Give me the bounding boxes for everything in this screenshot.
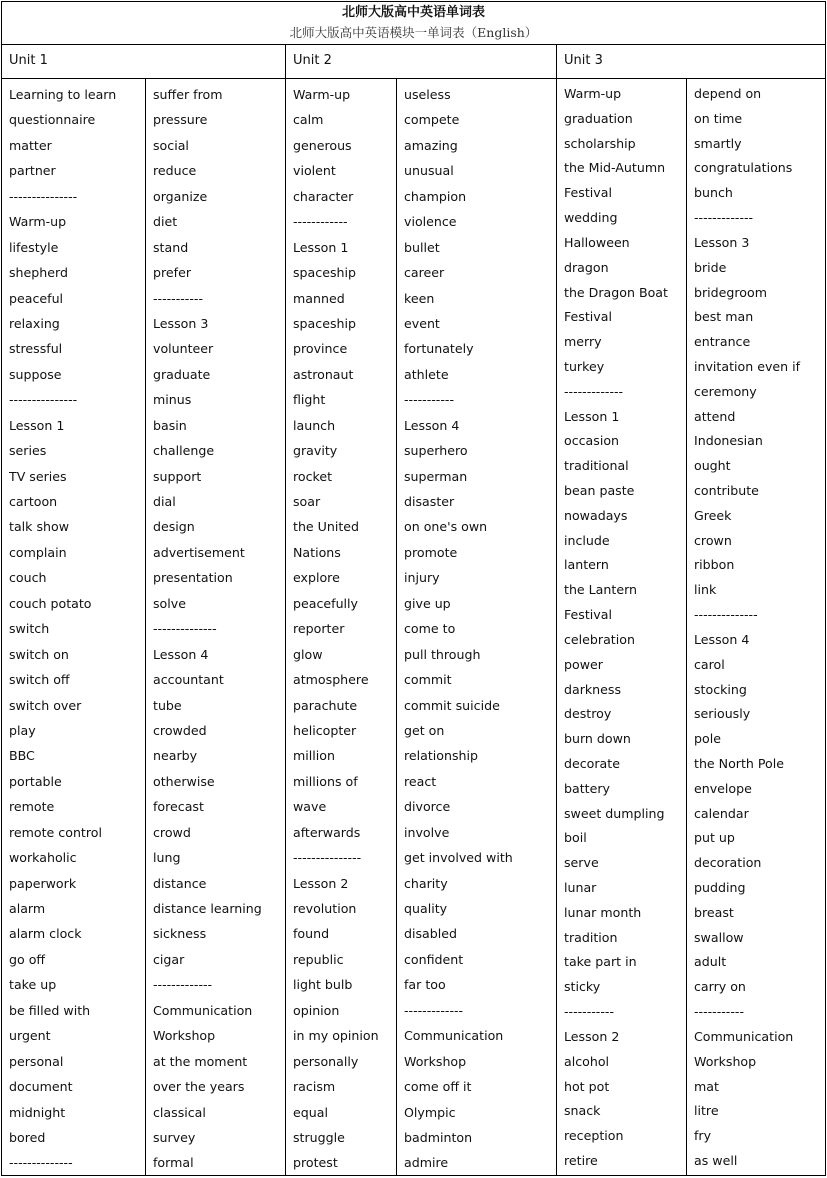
vocab-item: Lesson 4	[153, 646, 209, 662]
vocab-item: contribute	[694, 483, 759, 498]
vocab-item: cartoon	[9, 494, 58, 509]
vocab-item: Warm-up	[293, 87, 351, 102]
section-separator: -------------	[404, 1002, 464, 1018]
vocab-item: swallow	[694, 929, 744, 945]
vocab-item: shepherd	[9, 265, 68, 281]
vocab-item: take up	[9, 977, 57, 993]
vocab-item: badminton	[404, 1129, 473, 1145]
table-header-divider	[1, 78, 826, 79]
vocab-item: couch	[9, 570, 47, 586]
vocab-item: astronaut	[293, 366, 354, 382]
vocab-item: lantern	[564, 557, 609, 573]
vocab-item: helicopter	[293, 722, 357, 738]
unit-header: Unit 2	[293, 53, 332, 68]
vocab-item: superman	[404, 468, 468, 484]
vocab-item: decoration	[694, 855, 762, 871]
vocab-item: prefer	[153, 265, 192, 281]
vocab-item: peaceful	[9, 290, 64, 306]
vocab-item: adult	[694, 954, 727, 970]
vocab-item: come off it	[404, 1079, 472, 1095]
vocab-item: compete	[404, 112, 460, 128]
vocab-item: Communication	[694, 1028, 794, 1044]
vocab-item: afterwards	[293, 824, 361, 840]
vocab-item: Lesson 4	[694, 631, 750, 647]
vocab-item: basin	[153, 417, 187, 433]
vocab-item: tube	[153, 697, 182, 713]
unit-header: Unit 1	[9, 53, 48, 68]
vocab-item: keen	[404, 290, 435, 306]
vocab-item: dragon	[564, 259, 609, 275]
vocab-item: be filled with	[9, 1002, 91, 1018]
vocab-item: in my opinion	[293, 1028, 379, 1044]
vocab-item: character	[293, 188, 354, 204]
vocab-item: ought	[694, 458, 731, 474]
vocab-item: organize	[153, 188, 208, 204]
vocab-item: alcohol	[564, 1053, 610, 1069]
vocab-item: partner	[9, 163, 56, 179]
table-border-right	[825, 1, 826, 1176]
vocab-item: formal	[153, 1155, 194, 1171]
vocab-item: calm	[293, 112, 324, 128]
vocab-item: Festival	[564, 607, 612, 623]
vocab-item: lifestyle	[9, 239, 59, 255]
vocab-item: darkness	[564, 681, 622, 697]
vocab-item: presentation	[153, 570, 233, 586]
vocab-item: graduation	[564, 110, 633, 126]
vocab-item: republic	[293, 951, 344, 967]
vocab-item: the Dragon Boat	[564, 284, 668, 300]
vocab-item: classical	[153, 1104, 206, 1120]
vocab-item: the North Pole	[694, 755, 784, 771]
vocab-item: sweet dumpling	[564, 805, 665, 821]
vocab-item: on time	[694, 110, 743, 126]
vocab-item: Lesson 1	[293, 239, 349, 255]
section-separator: ---------------	[9, 392, 78, 408]
vocab-item: volunteer	[153, 341, 214, 357]
page-subtitle: 北师大版高中英语模块一单词表（English）	[289, 25, 538, 40]
vocab-item: ceremony	[694, 383, 757, 399]
vocab-item: Workshop	[404, 1053, 467, 1069]
vocab-item: province	[293, 341, 348, 357]
vocab-item: violent	[293, 163, 336, 179]
vocab-item: parachute	[293, 697, 358, 713]
table-border-left	[1, 1, 2, 1176]
vocab-item: Nations	[293, 544, 341, 560]
word-column	[293, 82, 394, 1176]
vocab-item: quality	[404, 901, 448, 916]
vocab-item: link	[694, 582, 717, 598]
vocab-item: event	[404, 315, 440, 331]
vocab-item: forecast	[153, 799, 204, 815]
vocab-item: found	[293, 926, 330, 942]
vocab-item: generous	[293, 137, 352, 153]
vocab-item: hot pot	[564, 1078, 610, 1094]
vocab-item: alarm clock	[9, 926, 82, 942]
vocab-item: fry	[694, 1128, 712, 1144]
vocab-item: solve	[153, 595, 186, 611]
vocab-item: matter	[9, 137, 52, 153]
section-separator: ------------	[293, 214, 348, 230]
vocab-item: confident	[404, 951, 464, 967]
vocab-item: minus	[153, 392, 192, 408]
vocab-item: challenge	[153, 443, 215, 459]
vocab-item: Communication	[404, 1028, 504, 1044]
section-separator: -----------	[694, 1004, 744, 1020]
vocab-item: fortunately	[404, 341, 474, 357]
vocab-item: the United	[293, 519, 360, 535]
vocab-item: bean paste	[564, 483, 635, 498]
vocab-item: glow	[293, 646, 323, 662]
vocab-item: document	[9, 1079, 73, 1095]
vocab-item: bored	[9, 1129, 46, 1145]
vocab-item: as well	[694, 1152, 738, 1168]
vocab-item: light bulb	[293, 977, 353, 993]
vocab-item: pressure	[153, 112, 208, 128]
vocab-item: snack	[564, 1103, 601, 1119]
vocab-item: traditional	[564, 458, 629, 474]
vocab-item: bridegroom	[694, 284, 767, 300]
vocab-item: switch	[9, 621, 50, 637]
vocab-item: get involved with	[404, 850, 513, 866]
vocab-item: stressful	[9, 341, 63, 357]
vocab-item: tradition	[564, 929, 618, 945]
vocab-item: boil	[564, 830, 587, 846]
vocab-item: revolution	[293, 901, 357, 916]
vocab-item: personal	[9, 1053, 64, 1069]
vocab-item: champion	[404, 188, 467, 204]
vocab-item: lunar	[564, 880, 597, 895]
vocab-item: Workshop	[694, 1053, 757, 1069]
vocab-item: graduate	[153, 366, 211, 382]
vocab-item: switch on	[9, 646, 69, 662]
vocab-item: invitation even if	[694, 358, 801, 374]
vocab-item: talk show	[9, 519, 69, 535]
vocab-item: TV series	[9, 468, 67, 484]
vocab-item: flight	[293, 392, 326, 408]
vocab-item: unusual	[404, 163, 454, 179]
vocab-item: calendar	[694, 805, 749, 821]
vocab-item: at the moment	[153, 1053, 248, 1069]
vocab-item: play	[9, 722, 36, 738]
vocab-item: commit	[404, 672, 452, 688]
vocab-item: amazing	[404, 137, 458, 153]
vocab-item: Indonesian	[694, 433, 763, 449]
section-separator: -------------	[564, 383, 624, 399]
word-column	[9, 82, 141, 1176]
vocab-item: distance learning	[153, 901, 262, 916]
vocab-item: celebration	[564, 631, 635, 647]
page-title: 北师大版高中英语单词表	[341, 5, 485, 20]
vocab-item: career	[404, 265, 445, 281]
vocab-item: Lesson 2	[564, 1028, 620, 1044]
vocab-item: go off	[9, 951, 46, 967]
table-title-divider	[1, 44, 826, 45]
vocab-item: superhero	[404, 443, 468, 459]
vocab-item: take part in	[564, 954, 637, 970]
vocab-item: mat	[694, 1078, 719, 1094]
vocab-item: athlete	[404, 366, 449, 382]
section-separator: -----------	[404, 392, 454, 408]
section-separator: ---------------	[293, 850, 362, 866]
vocab-item: urgent	[9, 1028, 51, 1044]
section-separator: ---------------	[9, 188, 78, 204]
vocab-item: decorate	[564, 755, 620, 771]
vocab-item: personally	[293, 1053, 359, 1069]
vocab-item: manned	[293, 290, 345, 306]
vocab-item: carry on	[694, 979, 746, 995]
vocab-item: envelope	[694, 780, 752, 796]
vocab-item: millions of	[293, 773, 358, 789]
vocab-item: pull through	[404, 646, 481, 662]
vocab-item: relaxing	[9, 315, 60, 331]
vocab-item: switch off	[9, 672, 70, 688]
vocab-item: far too	[404, 977, 446, 993]
vocab-item: peacefully	[293, 595, 358, 611]
vocab-item: Lesson 1	[9, 417, 65, 433]
vocab-item: Lesson 4	[404, 417, 460, 433]
vocab-item: design	[153, 519, 195, 535]
column-divider-unit3	[686, 78, 687, 1176]
vocab-item: Halloween	[564, 234, 630, 250]
vocab-item: reduce	[153, 163, 197, 179]
word-column	[694, 82, 824, 1174]
vocab-item: lunar month	[564, 904, 642, 920]
vocab-item: burn down	[564, 731, 631, 747]
vocab-item: gravity	[293, 443, 338, 459]
vocab-item: racism	[293, 1079, 336, 1095]
vocab-item: violence	[404, 214, 457, 230]
unit-divider-1	[285, 44, 286, 1176]
vocab-item: alarm	[9, 901, 46, 916]
vocab-item: nearby	[153, 748, 198, 764]
vocab-item: survey	[153, 1129, 196, 1145]
section-separator: -------------	[694, 210, 754, 226]
section-separator: --------------	[694, 607, 758, 623]
vocab-item: stand	[153, 239, 189, 255]
vocab-item: pudding	[694, 880, 746, 895]
vocab-item: equal	[293, 1104, 328, 1120]
vocab-item: Festival	[564, 309, 612, 325]
vocab-item: switch over	[9, 697, 82, 713]
vocab-item: power	[564, 656, 603, 672]
vocab-item: crown	[694, 532, 732, 548]
vocab-item: Learning to learn	[9, 87, 117, 102]
vocab-item: portable	[9, 773, 62, 789]
vocab-item: advertisement	[153, 544, 245, 560]
vocab-item: ribbon	[694, 557, 735, 573]
vocab-item: seriously	[694, 706, 751, 722]
vocab-item: soar	[293, 494, 321, 509]
vocab-item: injury	[404, 570, 440, 586]
vocab-item: admire	[404, 1155, 449, 1171]
vocab-item: Greek	[694, 507, 732, 523]
vocab-item: Lesson 2	[293, 875, 349, 891]
vocab-item: get on	[404, 722, 445, 738]
vocab-item: Lesson 3	[694, 234, 750, 250]
vocab-item: suffer from	[153, 87, 223, 102]
vocab-item: react	[404, 773, 437, 789]
vocab-item: million	[293, 748, 335, 764]
vocab-item: relationship	[404, 748, 479, 764]
vocab-item: depend on	[694, 86, 762, 101]
vocab-item: BBC	[9, 748, 35, 764]
vocab-item: social	[153, 137, 189, 153]
vocab-item: pole	[694, 731, 721, 747]
section-separator: -----------	[153, 290, 203, 306]
vocab-item: breast	[694, 904, 734, 920]
column-divider-unit2	[396, 78, 397, 1176]
vocab-item: involve	[404, 824, 450, 840]
vocab-item: Communication	[153, 1002, 253, 1018]
vocab-item: spaceship	[293, 315, 356, 331]
unit-header: Unit 3	[564, 53, 603, 68]
vocab-item: couch potato	[9, 595, 92, 611]
vocab-item: reception	[564, 1128, 624, 1144]
vocab-item: scholarship	[564, 135, 636, 151]
vocab-item: come to	[404, 621, 456, 637]
vocab-item: wave	[293, 799, 327, 815]
vocab-item: entrance	[694, 334, 751, 350]
vocab-item: workaholic	[9, 850, 77, 866]
vocab-item: sticky	[564, 979, 601, 995]
vocab-item: rocket	[293, 468, 333, 484]
vocab-item: litre	[694, 1103, 719, 1119]
vocab-item: crowded	[153, 722, 207, 738]
vocab-item: Warm-up	[9, 214, 67, 230]
vocab-item: Olympic	[404, 1104, 456, 1120]
vocab-item: spaceship	[293, 265, 356, 281]
vocab-item: smartly	[694, 135, 742, 151]
vocab-item: over the years	[153, 1079, 245, 1095]
vocab-item: launch	[293, 417, 336, 433]
word-column	[404, 82, 554, 1176]
table-border-top	[1, 1, 826, 2]
column-divider-unit1	[145, 78, 146, 1176]
vocab-item: lung	[153, 850, 181, 866]
vocab-item: series	[9, 443, 47, 459]
vocab-item: disaster	[404, 494, 455, 509]
vocab-item: atmosphere	[293, 672, 369, 688]
vocab-item: paperwork	[9, 875, 77, 891]
vocab-item: serve	[564, 855, 599, 871]
vocab-item: dial	[153, 494, 176, 509]
vocab-item: remote control	[9, 824, 102, 840]
vocab-item: accountant	[153, 672, 224, 688]
vocab-item: promote	[404, 544, 458, 560]
vocab-item: remote	[9, 799, 55, 815]
vocab-item: diet	[153, 214, 178, 230]
vocab-item: useless	[404, 87, 451, 102]
vocab-item: on one's own	[404, 519, 488, 535]
vocab-item: the Mid-Autumn	[564, 160, 666, 176]
vocab-item: the Lantern	[564, 582, 638, 598]
vocab-item: divorce	[404, 799, 451, 815]
vocab-item: support	[153, 468, 202, 484]
vocab-item: stocking	[694, 681, 747, 697]
vocab-item: give up	[404, 595, 451, 611]
vocab-item: reporter	[293, 621, 345, 637]
vocab-item: opinion	[293, 1002, 340, 1018]
vocab-item: questionnaire	[9, 112, 96, 128]
vocab-item: suppose	[9, 366, 62, 382]
section-separator: -------------	[153, 977, 213, 993]
vocab-item: Warm-up	[564, 86, 622, 101]
vocab-item: occasion	[564, 433, 620, 449]
vocab-item: Workshop	[153, 1028, 216, 1044]
vocab-item: destroy	[564, 706, 612, 722]
vocab-item: wedding	[564, 210, 618, 226]
vocab-item: retire	[564, 1152, 598, 1168]
vocab-item: best man	[694, 309, 754, 325]
vocab-item: explore	[293, 570, 340, 586]
vocab-item: charity	[404, 875, 448, 891]
vocab-item: disabled	[404, 926, 458, 942]
vocab-item: put up	[694, 830, 735, 846]
vocab-item: Festival	[564, 185, 612, 201]
vocab-item: midnight	[9, 1104, 66, 1120]
vocab-item: nowadays	[564, 507, 628, 523]
vocab-item: bullet	[404, 239, 440, 255]
vocab-item: bunch	[694, 185, 733, 201]
vocab-item: complain	[9, 544, 67, 560]
vocab-item: commit suicide	[404, 697, 500, 713]
vocab-item: Lesson 3	[153, 315, 209, 331]
vocab-item: Lesson 1	[564, 408, 620, 424]
section-separator: -----------	[564, 1004, 614, 1020]
vocab-item: battery	[564, 780, 610, 796]
vocab-item: attend	[694, 408, 736, 424]
vocab-item: include	[564, 532, 610, 548]
vocab-item: merry	[564, 334, 602, 350]
vocab-item: bride	[694, 259, 727, 275]
vocab-item: otherwise	[153, 773, 215, 789]
vocab-item: cigar	[153, 951, 185, 967]
unit-divider-2	[556, 44, 557, 1176]
vocab-item: protest	[293, 1155, 338, 1171]
section-separator: --------------	[153, 621, 217, 637]
vocab-item: struggle	[293, 1129, 345, 1145]
vocab-item: turkey	[564, 358, 605, 374]
vocab-item: distance	[153, 875, 207, 891]
vocab-item: carol	[694, 656, 725, 672]
word-column	[564, 82, 684, 1174]
word-column	[153, 82, 283, 1176]
vocab-item: congratulations	[694, 160, 793, 176]
vocab-item: crowd	[153, 824, 191, 840]
section-separator: --------------	[9, 1155, 73, 1171]
vocab-item: sickness	[153, 926, 207, 942]
